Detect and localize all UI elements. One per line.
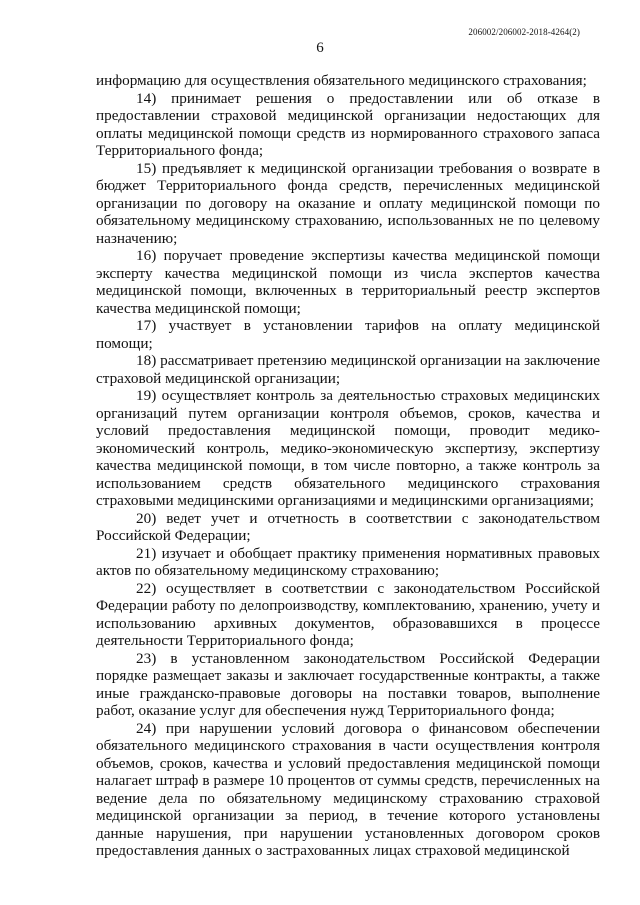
list-item-16: 16) поручает проведение экспертизы качества медицинской помощи эксперту качества медицинской помощи из числа экспертов качества медицинской помощи, включенных в территориальный реестр экспертов качества медицинской помощи; <box>96 247 600 317</box>
document-body <box>96 72 600 860</box>
list-item-24: 24) при нарушении условий договора о финансовом обеспечении обязательного медицинского страхования в части осуществления контроля объемов, сроков, качества и условий предоставления медицинской помощи налагает штраф в размере 10 процентов от суммы средств, перечисленных на ведение дела по обязательному медицинскому страхованию страховой медицинской организации за период, в течение которого установлены данные нарушения, при нарушении установленных договором сроков предоставления данных о застрахованных лицах страховой медицинской <box>96 719 600 859</box>
list-item-15: 15) предъявляет к медицинской организации требования о возврате в бюджет Территориального фонда средств, перечисленных медицинской организации по договору на оказание и оплату медицинской помощи по обязательному медицинскому страхованию, использованных не по целевому назначению; <box>96 159 600 247</box>
list-item-19: 19) осуществляет контроль за деятельностью страховых медицинских организаций путем организации контроля объемов, сроков, качества и условий предоставления медицинской помощи, проводит медико-экономический контроль, медико-экономическую экспертизу, экспертизу качества медицинской помощи, в том числе повторно, а также контроль за использованием средств обязательного медицинского страхования страховыми медицинскими организациями и медицинскими организациями; <box>96 387 600 509</box>
list-item-20: 20) ведет учет и отчетность в соответствии с законодательством Российской Федерации; <box>96 509 600 544</box>
document-code: 206002/206002-2018-4264(2) <box>468 27 580 37</box>
list-item-14: 14) принимает решения о предоставлении или об отказе в предоставлении страховой медицинской организации недостающих для оплаты медицинской помощи средств из нормированного страхового запаса Территориального фонда; <box>96 89 600 159</box>
list-item-17: 17) участвует в установлении тарифов на оплату медицинской помощи; <box>96 317 600 352</box>
page-number: 6 <box>316 40 324 56</box>
paragraph: информацию для осуществления обязательного медицинского страхования; <box>96 72 587 89</box>
list-item-23: 23) в установленном законодательством Российской Федерации порядке размещает заказы и заключает государственные контракты, а также иные гражданско-правовые договоры на поставки товаров, выполнение работ, оказание услуг для обеспечения нужд Территориального фонда; <box>96 649 600 719</box>
list-item-22: 22) осуществляет в соответствии с законодательством Российской Федерации работу по делопроизводству, комплектованию, хранению, учету и использованию архивных документов, образовавшихся в процессе деятельности Территориального фонда; <box>96 579 600 649</box>
list-item-21: 21) изучает и обобщает практику применения нормативных правовых актов по обязательному медицинскому страхованию; <box>96 544 600 579</box>
list-item-18: 18) рассматривает претензию медицинской организации на заключение страховой медицинской организации; <box>96 352 600 387</box>
